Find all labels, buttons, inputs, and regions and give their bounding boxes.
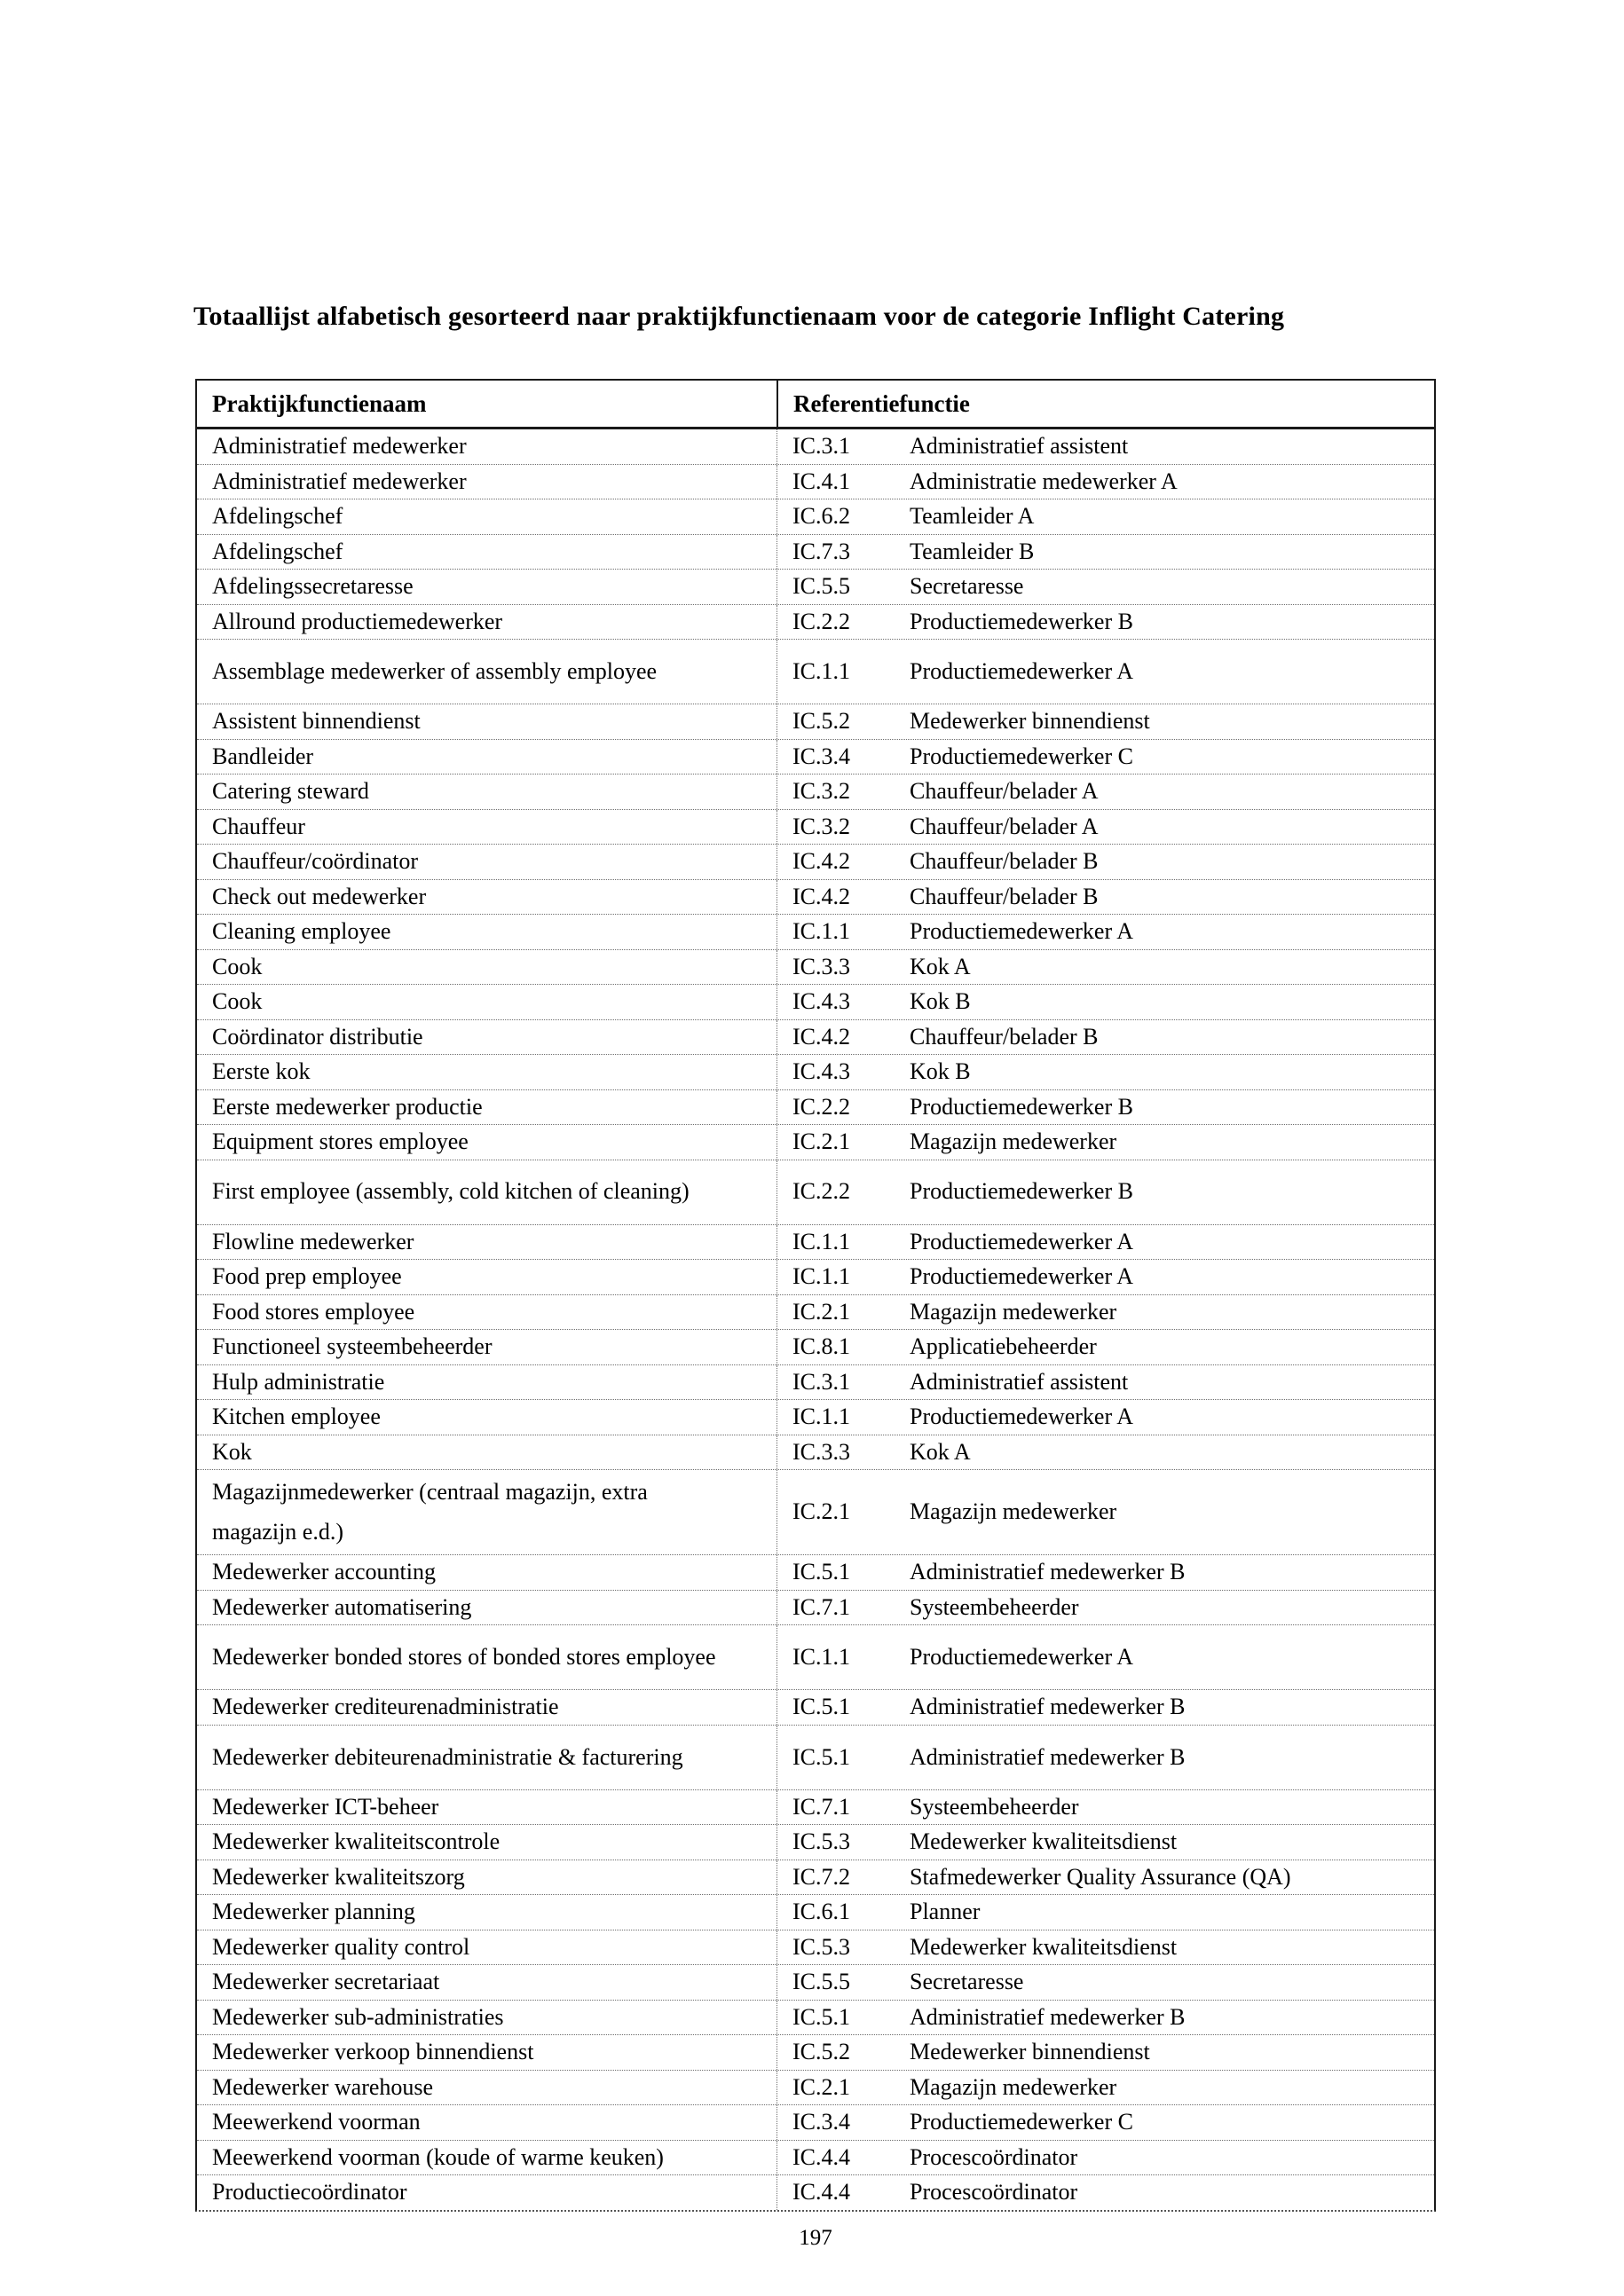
praktijkfunctienaam-value: Assistent binnendienst — [212, 708, 421, 734]
table-row — [197, 569, 1434, 604]
referentie-code: IC.5.1 — [792, 1559, 850, 1585]
praktijkfunctienaam-cell — [197, 1735, 777, 1781]
referentie-naam: Chauffeur/belader A — [910, 813, 1099, 839]
table-row — [197, 1089, 1434, 1125]
table-row — [197, 1930, 1434, 1965]
praktijkfunctienaam-value: Kok — [212, 1438, 252, 1465]
praktijkfunctienaam-value: Functioneel systeembeheerder — [212, 1333, 493, 1359]
praktijkfunctienaam-value: Productiecoördinator — [212, 2179, 407, 2206]
praktijkfunctienaam-value: Equipment stores employee — [212, 1128, 469, 1154]
table-row — [197, 1824, 1434, 1860]
praktijkfunctienaam-cell — [197, 465, 777, 499]
table-row — [197, 1964, 1434, 2000]
referentie-code: IC.2.2 — [792, 608, 850, 634]
referentiefunctie-cell — [777, 845, 1434, 879]
referentiefunctie-cell — [777, 1555, 1434, 1590]
praktijkfunctienaam-cell — [197, 2105, 777, 2140]
table-row — [197, 2000, 1434, 2035]
page-content — [195, 379, 1436, 2251]
table-row — [197, 1554, 1434, 1590]
table-row — [197, 2104, 1434, 2140]
table-row — [197, 1590, 1434, 1625]
praktijkfunctienaam-cell — [197, 1169, 777, 1215]
referentiefunctie-cell — [777, 2175, 1434, 2210]
referentie-code: IC.1.1 — [792, 1228, 850, 1254]
referentie-naam: Kok A — [910, 1438, 971, 1465]
referentie-code: IC.4.3 — [792, 1058, 850, 1084]
referentie-naam: Magazijn medewerker — [910, 1298, 1117, 1325]
referentie-naam: Productiemedewerker A — [910, 657, 1133, 684]
table-row — [197, 1294, 1434, 1330]
referentie-naam: Medewerker kwaliteitsdienst — [910, 1933, 1178, 1960]
praktijkfunctienaam-cell — [197, 1860, 777, 1895]
referentie-code: IC.5.3 — [792, 1828, 850, 1855]
table-row — [197, 1624, 1434, 1689]
referentie-code: IC.1.1 — [792, 918, 850, 944]
praktijkfunctienaam-cell — [197, 1895, 777, 1930]
referentiefunctie-cell — [777, 2071, 1434, 2105]
praktijkfunctienaam-cell — [197, 915, 777, 949]
praktijkfunctienaam-cell — [197, 985, 777, 1019]
referentie-naam: Medewerker kwaliteitsdienst — [910, 1828, 1178, 1855]
praktijkfunctienaam-cell — [197, 2001, 777, 2035]
referentie-naam: Productiemedewerker C — [910, 2109, 1133, 2135]
praktijkfunctienaam-value: Check out medewerker — [212, 883, 427, 909]
referentiefunctie-cell — [777, 915, 1434, 949]
praktijkfunctienaam-value: Eerste kok — [212, 1058, 311, 1084]
praktijkfunctienaam-cell — [197, 1825, 777, 1860]
referentie-code: IC.3.4 — [792, 743, 850, 769]
referentie-code: IC.3.1 — [792, 433, 850, 459]
referentie-naam: Administratief assistent — [910, 433, 1129, 459]
referentie-naam: Stafmedewerker Quality Assurance (QA) — [910, 1863, 1291, 1890]
table-body — [197, 429, 1434, 2210]
praktijkfunctienaam-value: Flowline medewerker — [212, 1228, 414, 1254]
praktijkfunctienaam-value: Medewerker verkoop binnendienst — [212, 2039, 534, 2065]
table-row — [197, 1019, 1434, 1055]
praktijkfunctienaam-cell — [197, 1400, 777, 1435]
referentie-naam: Medewerker binnendienst — [910, 2039, 1150, 2065]
referentiefunctie-cell — [777, 1965, 1434, 2000]
referentie-naam: Procescoördinator — [910, 2179, 1078, 2206]
referentie-naam: Magazijn medewerker — [910, 1128, 1117, 1154]
referentiefunctie-cell — [777, 1726, 1434, 1789]
praktijkfunctienaam-cell — [197, 1260, 777, 1294]
praktijkfunctienaam-value: Medewerker warehouse — [212, 2073, 434, 2100]
referentie-code: IC.2.2 — [792, 1093, 850, 1120]
praktijkfunctienaam-value: Medewerker sub-administraties — [212, 2003, 504, 2030]
praktijkfunctienaam-value: Cook — [212, 988, 263, 1014]
praktijkfunctienaam-value: Kitchen employee — [212, 1404, 381, 1429]
referentie-naam: Secretaresse — [910, 573, 1024, 599]
table-row — [197, 1329, 1434, 1364]
referentie-code: IC.2.1 — [792, 1498, 850, 1525]
praktijkfunctienaam-value: Medewerker kwaliteitscontrole — [212, 1828, 501, 1855]
page-number: 197 — [799, 2225, 832, 2250]
praktijkfunctienaam-value: Medewerker bonded stores of bonded stores employee — [212, 1644, 716, 1671]
praktijkfunctienaam-cell — [197, 880, 777, 915]
referentie-code: IC.3.2 — [792, 813, 850, 839]
referentie-naam: Magazijn medewerker — [910, 1498, 1117, 1525]
referentiefunctie-cell — [777, 1435, 1434, 1470]
referentie-code: IC.1.1 — [792, 1263, 850, 1289]
praktijkfunctienaam-value: Cleaning employee — [212, 918, 391, 944]
referentie-naam: Procescoördinator — [910, 2143, 1078, 2170]
referentie-code: IC.3.1 — [792, 1368, 850, 1395]
praktijkfunctienaam-value: Administratief medewerker — [212, 468, 467, 494]
praktijkfunctienaam-cell — [197, 1435, 777, 1470]
praktijkfunctienaam-value: Administratief medewerker — [212, 433, 467, 459]
table-row — [197, 2174, 1434, 2210]
praktijkfunctienaam-cell — [197, 1930, 777, 1965]
referentie-code: IC.4.1 — [792, 468, 850, 494]
praktijkfunctienaam-value: Magazijnmedewerker (centraal magazijn, extra magazijn e.d.) — [212, 1479, 648, 1545]
praktijkfunctienaam-cell — [197, 1020, 777, 1055]
praktijkfunctienaam-cell — [197, 740, 777, 775]
referentiefunctie-cell — [777, 1625, 1434, 1689]
referentie-naam: Administratie medewerker A — [910, 468, 1178, 494]
praktijkfunctienaam-value: First employee (assembly, cold kitchen of cleaning) — [212, 1178, 690, 1205]
referentie-code: IC.5.5 — [792, 1969, 850, 1995]
table-row — [197, 1435, 1434, 1470]
table-row — [197, 879, 1434, 915]
referentiefunctie-cell — [777, 1020, 1434, 1055]
praktijkfunctienaam-cell — [197, 605, 777, 640]
referentie-code: IC.1.1 — [792, 1404, 850, 1429]
table-row — [197, 774, 1434, 809]
referentiefunctie-cell — [777, 775, 1434, 809]
referentiefunctie-cell — [777, 1690, 1434, 1725]
referentiefunctie-cell — [777, 1930, 1434, 1965]
praktijkfunctienaam-value: Medewerker kwaliteitszorg — [212, 1863, 465, 1890]
praktijkfunctienaam-value: Coördinator distributie — [212, 1023, 423, 1050]
praktijkfunctienaam-value: Chauffeur/coördinator — [212, 848, 418, 874]
praktijkfunctienaam-value: Food stores employee — [212, 1298, 415, 1325]
referentiefunctie-cell — [777, 1295, 1434, 1330]
praktijkfunctienaam-value: Afdelingschef — [212, 538, 343, 564]
praktijkfunctienaam-cell — [197, 1055, 777, 1089]
table-row — [197, 1054, 1434, 1089]
praktijkfunctienaam-cell — [197, 499, 777, 534]
referentie-naam: Medewerker binnendienst — [910, 708, 1150, 734]
table-row — [197, 1894, 1434, 1930]
praktijkfunctienaam-cell — [197, 1125, 777, 1160]
referentie-naam: Kok A — [910, 953, 971, 979]
praktijkfunctienaam-cell — [197, 429, 777, 464]
referentie-code: IC.2.1 — [792, 2073, 850, 2100]
header-praktijkfunctienaam: Praktijkfunctienaam — [212, 389, 427, 417]
referentie-code: IC.3.2 — [792, 778, 850, 804]
table-row — [197, 739, 1434, 775]
referentiefunctie-cell — [777, 640, 1434, 704]
praktijkfunctienaam-cell — [197, 810, 777, 845]
referentiefunctie-cell — [777, 1055, 1434, 1089]
page-title: Totaallijst alfabetisch gesorteerd naar praktijkfunctienaam voor de categorie Inflight Catering — [193, 302, 1285, 331]
referentie-code: IC.4.4 — [792, 2179, 850, 2206]
referentiefunctie-cell — [777, 429, 1434, 464]
referentiefunctie-cell — [777, 2035, 1434, 2070]
referentie-code: IC.2.1 — [792, 1128, 850, 1154]
table-row — [197, 2070, 1434, 2105]
referentiefunctie-cell — [777, 499, 1434, 534]
table-row — [197, 1259, 1434, 1294]
table-row — [197, 809, 1434, 845]
table-row — [197, 1789, 1434, 1825]
table-row — [197, 1469, 1434, 1554]
referentiefunctie-cell — [777, 704, 1434, 739]
referentie-code: IC.7.2 — [792, 1863, 850, 1890]
table-row — [197, 464, 1434, 499]
referentie-naam: Systeembeheerder — [910, 1593, 1079, 1620]
table-header — [197, 381, 1434, 429]
table-row — [197, 499, 1434, 534]
praktijkfunctienaam-value: Medewerker planning — [212, 1899, 415, 1925]
praktijkfunctienaam-value: Allround productiemedewerker — [212, 608, 503, 634]
referentie-naam: Administratief medewerker B — [910, 2003, 1186, 2030]
referentie-naam: Chauffeur/belader B — [910, 1023, 1099, 1050]
referentie-code: IC.6.2 — [792, 503, 850, 529]
praktijkfunctienaam-value: Assemblage medewerker of assembly employee — [212, 657, 658, 684]
referentie-code: IC.2.2 — [792, 1178, 850, 1205]
referentiefunctie-cell — [777, 465, 1434, 499]
referentie-code: IC.3.3 — [792, 1438, 850, 1465]
referentie-naam: Administratief medewerker B — [910, 1559, 1186, 1585]
table-row — [197, 1725, 1434, 1789]
referentiefunctie-cell — [777, 985, 1434, 1019]
referentiefunctie-cell — [777, 1330, 1434, 1364]
referentie-naam: Magazijn medewerker — [910, 2073, 1117, 2100]
referentie-code: IC.4.2 — [792, 1023, 850, 1050]
referentie-naam: Kok B — [910, 1058, 971, 1084]
praktijkfunctienaam-cell — [197, 1225, 777, 1260]
praktijkfunctienaam-value: Afdelingssecretaresse — [212, 573, 414, 599]
referentiefunctie-cell — [777, 1895, 1434, 1930]
referentie-code: IC.5.3 — [792, 1933, 850, 1960]
referentie-naam: Planner — [910, 1899, 981, 1925]
table-row — [197, 844, 1434, 879]
referentie-naam: Administratief medewerker B — [910, 1743, 1186, 1770]
table-row — [197, 1689, 1434, 1725]
praktijkfunctienaam-value: Hulp administratie — [212, 1368, 385, 1395]
table-row — [197, 949, 1434, 985]
referentiefunctie-cell — [777, 1860, 1434, 1895]
referentie-code: IC.5.1 — [792, 2003, 850, 2030]
referentie-code: IC.7.1 — [792, 1793, 850, 1820]
referentie-code: IC.7.1 — [792, 1593, 850, 1620]
referentie-code: IC.2.1 — [792, 1298, 850, 1325]
referentie-naam: Teamleider A — [910, 503, 1035, 529]
referentiefunctie-cell — [777, 950, 1434, 985]
referentie-code: IC.5.1 — [792, 1743, 850, 1770]
referentie-code: IC.5.2 — [792, 2039, 850, 2065]
table-row — [197, 1364, 1434, 1400]
function-table — [195, 379, 1436, 2212]
referentiefunctie-cell — [777, 1470, 1434, 1554]
praktijkfunctienaam-value: Medewerker quality control — [212, 1933, 470, 1960]
referentie-naam: Systeembeheerder — [910, 1793, 1079, 1820]
referentie-code: IC.3.3 — [792, 953, 850, 979]
praktijkfunctienaam-cell — [197, 775, 777, 809]
referentie-naam: Administratief medewerker B — [910, 1694, 1186, 1720]
praktijkfunctienaam-value: Bandleider — [212, 743, 314, 769]
praktijkfunctienaam-cell — [197, 1635, 777, 1680]
referentiefunctie-cell — [777, 1160, 1434, 1224]
referentiefunctie-cell — [777, 740, 1434, 775]
table-row — [197, 914, 1434, 949]
table-row — [197, 2034, 1434, 2070]
praktijkfunctienaam-cell — [197, 2175, 777, 2210]
referentiefunctie-cell — [777, 2105, 1434, 2140]
referentie-code: IC.4.2 — [792, 883, 850, 909]
referentiefunctie-cell — [777, 1365, 1434, 1400]
referentie-code: IC.6.1 — [792, 1899, 850, 1925]
table-row — [197, 534, 1434, 570]
praktijkfunctienaam-value: Medewerker secretariaat — [212, 1969, 440, 1995]
referentie-naam: Productiemedewerker A — [910, 1404, 1133, 1429]
referentie-code: IC.4.4 — [792, 2143, 850, 2170]
praktijkfunctienaam-value: Meewerkend voorman (koude of warme keuken) — [212, 2143, 664, 2170]
praktijkfunctienaam-cell — [197, 1090, 777, 1125]
referentiefunctie-cell — [777, 880, 1434, 915]
referentiefunctie-cell — [777, 1825, 1434, 1860]
header-referentiefunctie: Referentiefunctie — [777, 381, 1434, 427]
referentie-naam: Productiemedewerker B — [910, 1178, 1133, 1205]
praktijkfunctienaam-cell — [197, 2071, 777, 2105]
referentie-code: IC.5.2 — [792, 708, 850, 734]
referentie-naam: Productiemedewerker A — [910, 1228, 1133, 1254]
referentiefunctie-cell — [777, 1400, 1434, 1435]
praktijkfunctienaam-value: Medewerker accounting — [212, 1559, 436, 1585]
referentie-code: IC.1.1 — [792, 1644, 850, 1671]
referentie-naam: Productiemedewerker B — [910, 1093, 1133, 1120]
praktijkfunctienaam-cell — [197, 1555, 777, 1590]
referentie-naam: Chauffeur/belader B — [910, 848, 1099, 874]
table-row — [197, 1399, 1434, 1435]
referentie-naam: Teamleider B — [910, 538, 1035, 564]
referentie-code: IC.5.5 — [792, 573, 850, 599]
praktijkfunctienaam-value: Chauffeur — [212, 813, 305, 839]
referentie-naam: Productiemedewerker A — [910, 1644, 1133, 1671]
praktijkfunctienaam-cell — [197, 1295, 777, 1330]
praktijkfunctienaam-value: Medewerker automatisering — [212, 1593, 472, 1620]
praktijkfunctienaam-value: Catering steward — [212, 778, 369, 804]
praktijkfunctienaam-cell — [197, 649, 777, 695]
praktijkfunctienaam-cell — [197, 1470, 777, 1554]
praktijkfunctienaam-cell — [197, 535, 777, 570]
praktijkfunctienaam-cell — [197, 2035, 777, 2070]
referentiefunctie-cell — [777, 1260, 1434, 1294]
referentiefunctie-cell — [777, 810, 1434, 845]
referentie-code: IC.4.3 — [792, 988, 850, 1014]
table-row — [197, 984, 1434, 1019]
referentie-code: IC.7.3 — [792, 538, 850, 564]
praktijkfunctienaam-cell — [197, 1965, 777, 2000]
praktijkfunctienaam-cell — [197, 1591, 777, 1625]
referentiefunctie-cell — [777, 1591, 1434, 1625]
praktijkfunctienaam-cell — [197, 2141, 777, 2175]
praktijkfunctienaam-value: Cook — [212, 953, 263, 979]
referentie-naam: Productiemedewerker C — [910, 743, 1133, 769]
table-row — [197, 1224, 1434, 1260]
referentie-naam: Productiemedewerker A — [910, 918, 1133, 944]
referentie-naam: Applicatiebeheerder — [910, 1333, 1097, 1359]
praktijkfunctienaam-cell — [197, 570, 777, 604]
praktijkfunctienaam-cell — [197, 1330, 777, 1364]
referentie-naam: Administratief assistent — [910, 1368, 1129, 1395]
referentie-code: IC.1.1 — [792, 657, 850, 684]
praktijkfunctienaam-value: Medewerker ICT-beheer — [212, 1793, 439, 1820]
praktijkfunctienaam-cell — [197, 1690, 777, 1725]
praktijkfunctienaam-value: Eerste medewerker productie — [212, 1093, 483, 1120]
referentie-naam: Productiemedewerker B — [910, 608, 1133, 634]
table-row — [197, 1124, 1434, 1160]
praktijkfunctienaam-value: Meewerkend voorman — [212, 2109, 421, 2135]
referentiefunctie-cell — [777, 1090, 1434, 1125]
referentie-naam: Kok B — [910, 988, 971, 1014]
referentiefunctie-cell — [777, 1125, 1434, 1160]
referentiefunctie-cell — [777, 2001, 1434, 2035]
praktijkfunctienaam-cell — [197, 1790, 777, 1825]
table-row — [197, 1860, 1434, 1895]
referentie-naam: Productiemedewerker A — [910, 1263, 1133, 1289]
table-row — [197, 704, 1434, 739]
referentie-code: IC.3.4 — [792, 2109, 850, 2135]
praktijkfunctienaam-cell — [197, 950, 777, 985]
referentie-code: IC.4.2 — [792, 848, 850, 874]
referentie-naam: Chauffeur/belader A — [910, 778, 1099, 804]
referentiefunctie-cell — [777, 2141, 1434, 2175]
praktijkfunctienaam-value: Afdelingschef — [212, 503, 343, 529]
praktijkfunctienaam-cell — [197, 845, 777, 879]
referentiefunctie-cell — [777, 1790, 1434, 1825]
praktijkfunctienaam-cell — [197, 1365, 777, 1400]
referentiefunctie-cell — [777, 1225, 1434, 1260]
praktijkfunctienaam-value: Medewerker debiteurenadministratie & facturering — [212, 1743, 683, 1770]
referentiefunctie-cell — [777, 535, 1434, 570]
praktijkfunctienaam-value: Food prep employee — [212, 1263, 402, 1289]
referentie-code: IC.5.1 — [792, 1694, 850, 1720]
table-row — [197, 2140, 1434, 2175]
referentie-naam: Secretaresse — [910, 1969, 1024, 1995]
referentiefunctie-cell — [777, 570, 1434, 604]
table-row — [197, 604, 1434, 640]
praktijkfunctienaam-value: Medewerker crediteurenadministratie — [212, 1694, 559, 1720]
table-row — [197, 639, 1434, 704]
praktijkfunctienaam-cell — [197, 704, 777, 739]
referentie-naam: Chauffeur/belader B — [910, 883, 1099, 909]
referentiefunctie-cell — [777, 605, 1434, 640]
table-row — [197, 1160, 1434, 1224]
referentie-code: IC.8.1 — [792, 1333, 850, 1359]
table-row — [197, 429, 1434, 464]
